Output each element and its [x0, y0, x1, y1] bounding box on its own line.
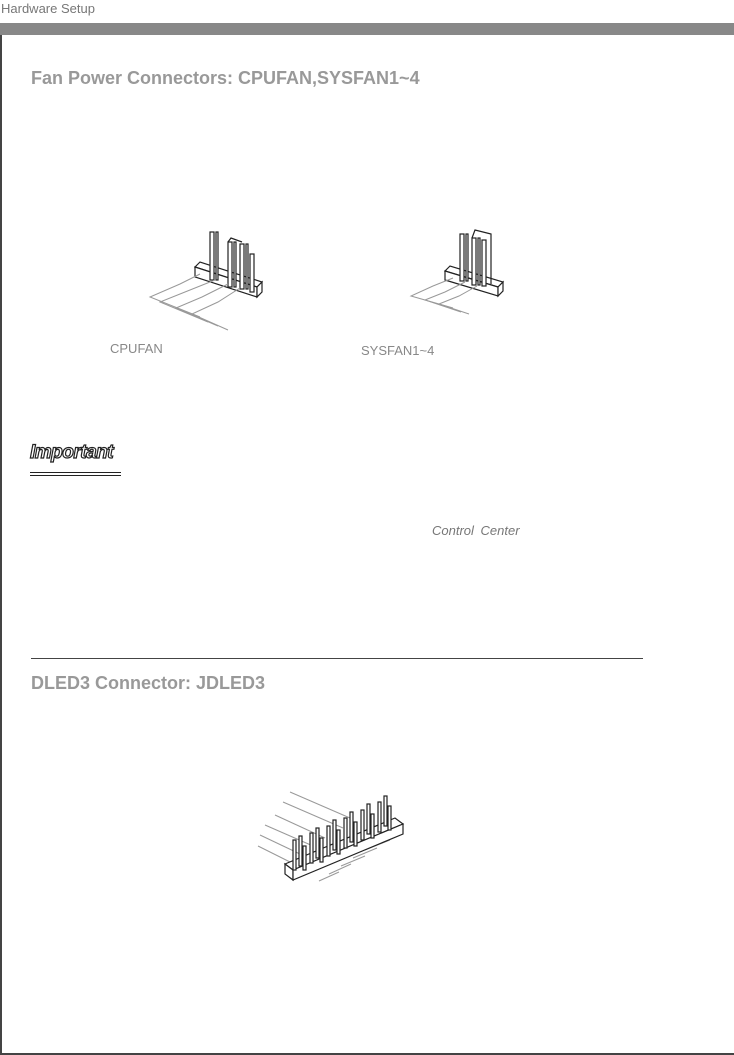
section-divider: [31, 658, 643, 659]
sysfan-connector-diagram: [405, 226, 515, 316]
cpufan-label: CPUFAN: [110, 341, 163, 356]
cpufan-connector-diagram: [140, 222, 270, 337]
important-underline-2: [30, 475, 121, 476]
dled-section-title: DLED3 Connector: JDLED3: [31, 673, 266, 693]
important-underline: [30, 472, 121, 473]
jdled3-connector-diagram: [255, 780, 420, 895]
page-frame-left: [0, 35, 2, 1055]
fan-section-title: Fan Power Connectors: CPUFAN,SYSFAN1~4: [31, 68, 420, 88]
header-bar: [0, 23, 734, 35]
important-heading: Important: [30, 442, 114, 463]
control-center-term: Control Center: [432, 523, 520, 538]
sysfan-label: SYSFAN1~4: [361, 343, 435, 358]
page-section-header: Hardware Setup: [1, 1, 95, 16]
